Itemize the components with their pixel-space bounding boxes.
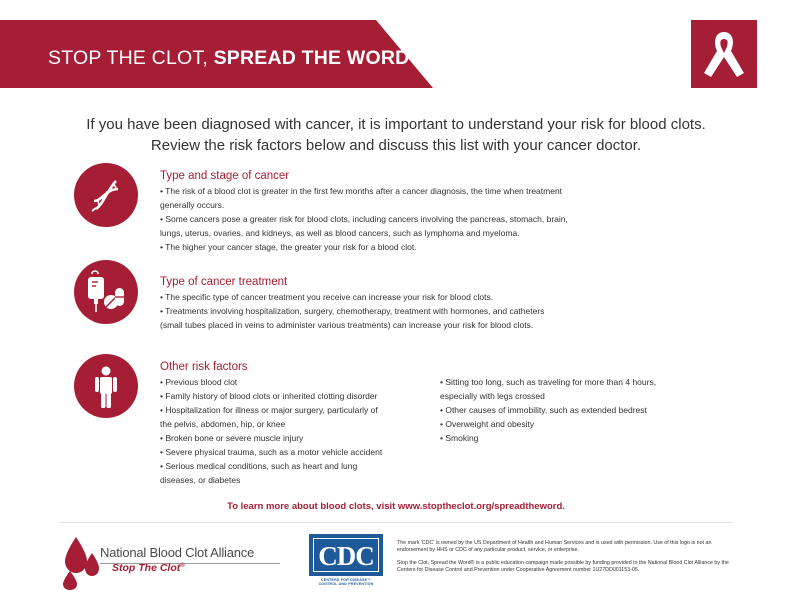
list-item: • The risk of a blood clot is greater in the first few months after a cancer diagnosis, the time when treatment [160,186,563,196]
list-item: • Severe physical trauma, such as a motor vehicle accident [160,447,383,457]
list-item: generally occurs. [160,200,225,210]
learn-more-link[interactable]: To learn more about blood clots, visit www.stoptheclot.org/spreadtheword. [227,501,565,512]
awareness-ribbon-badge [691,20,757,88]
list-item: (small tubes placed in veins to administer various treatments) can increase your risk for blood clots. [160,320,534,330]
cancer-type-bullets [160,184,568,254]
list-item: especially with legs crossed [440,391,545,401]
list-item: • Smoking [440,433,479,443]
list-item: • Sitting too long, such as traveling for more than 4 hours, [440,377,657,387]
cdc-logo-box [309,534,383,576]
list-item: • Serious medical conditions, such as heart and lung [160,461,358,471]
list-item: • The higher your cancer stage, the greater your risk for a blood clot. [160,242,417,252]
list-item: • Other causes of immobility, such as extended bedrest [440,405,647,415]
funding-disclaimer: Stop the Clot, Spread the Word® is a public education campaign made possible by funding provided to the National Blood Clot Alliance by the Centers for Disease Control and Prevention under Cooperative Agreement number 1U27DD001153-05. [397,560,729,573]
list-item: • Some cancers pose a greater risk for blood clots, including cancers involving the pancreas, stomach, brain, [160,214,568,224]
nbca-tagline: Stop The Clot® [112,562,185,574]
list-item: the pelvis, abdomen, hip, or knee [160,419,286,429]
list-item: • Broken bone or severe muscle injury [160,433,304,443]
treatment-bullets [160,290,544,332]
list-item: • Previous blood clot [160,377,238,387]
other-risks-right [440,375,656,445]
list-item: • Hospitalization for illness or major surgery, particularly of [160,405,378,415]
section-title-cancer-type: Type and stage of cancer [160,170,290,182]
dna-icon [74,163,138,227]
section-title-treatment: Type of cancer treatment [160,276,288,288]
list-item: diseases, or diabetes [160,475,241,485]
cdc-logo [309,534,383,587]
nbca-name: National Blood Clot Alliance [100,545,255,560]
banner-title: STOP THE CLOT, SPREAD THE WORD® [48,47,417,69]
intro-paragraph: If you have been diagnosed with cancer, it is important to understand your risk for blood clots. Review the risk factors below and discuss this list with your cancer doctor. [86,116,706,154]
header-banner [0,20,433,88]
list-item: • The specific type of cancer treatment you receive can increase your risk for blood clots. [160,292,494,302]
other-risks-left [160,375,382,487]
cdc-disclaimer: The mark 'CDC' is owned by the US Department of Health and Human Services and is used with permission. Use of this logo is not an endorsement by HHS or CDC of any particular product, service, or enterprise. [397,540,712,553]
list-item: • Family history of blood clots or inherited clotting disorder [160,391,378,401]
iv-bag-pills-icon [74,260,138,324]
person-icon [74,354,138,418]
cdc-logo-text: CDC [313,538,379,572]
list-item: • Treatments involving hospitalization, surgery, chemotherapy, treatment with hormones, and catheters [160,306,545,316]
nbca-logo [62,535,262,590]
footer-divider [60,522,732,523]
list-item: lungs, uterus, ovaries, and kidneys, as well as blood cancers, such as lymphoma and myeloma. [160,228,520,238]
list-item: • Overweight and obesity [440,419,535,429]
cdc-logo-subtitle: CENTERS FOR DISEASE™ CONTROL AND PREVENTION [318,578,374,587]
section-title-other: Other risk factors [160,361,248,373]
awareness-ribbon-icon [691,20,757,88]
